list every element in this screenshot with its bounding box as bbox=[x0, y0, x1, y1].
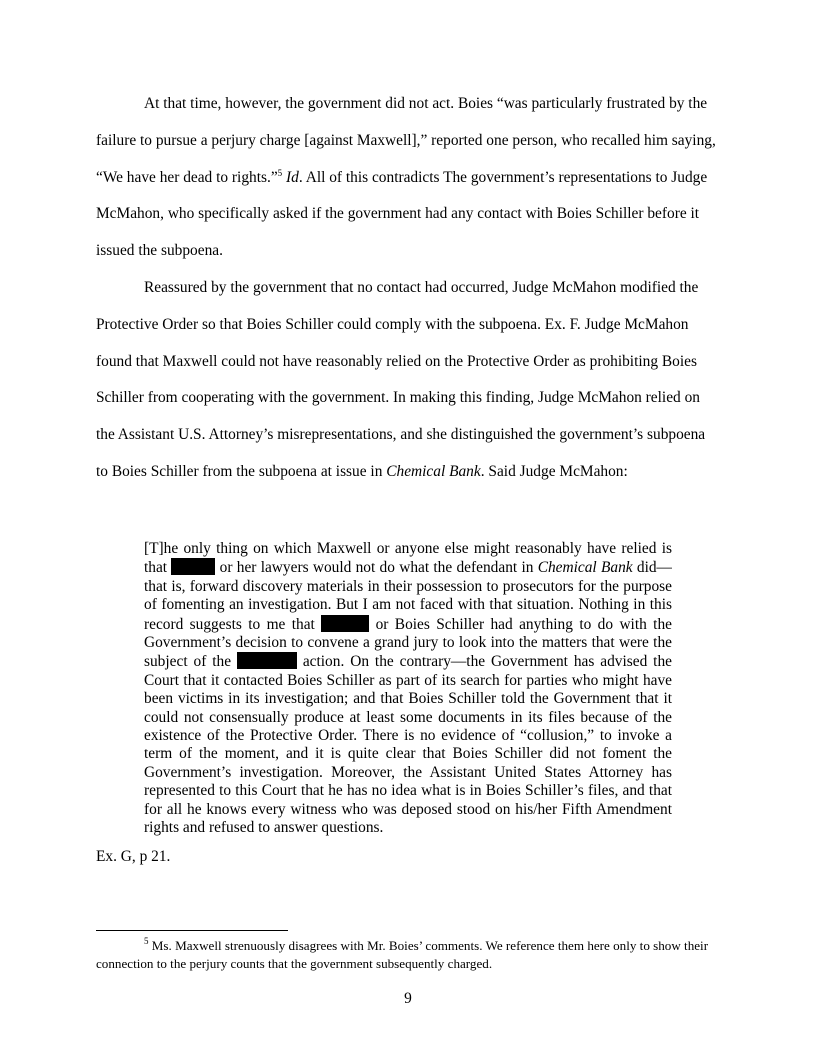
page-number: 9 bbox=[404, 990, 412, 1007]
paragraph-text: Reassured by the government that no contact had occurred, Judge McMahon modified the Protective Order so that Boies Schiller could comply with the subpoena. Ex. F. Judge McMahon found that Maxwell could not have reasonably relied on the Protective Order as prohibiting Boies Schiller from cooperating with the government. In making this finding, Judge McMahon relied on the Assistant U.S. Attorney’s misrepresentations, and she distinguished the government’s subpoena to Boies Schiller from the subpoena at issue in bbox=[96, 279, 706, 480]
paragraph-text: . Said Judge McMahon: bbox=[480, 462, 628, 480]
footnote-reference: 5 bbox=[277, 167, 283, 178]
footnote-divider bbox=[96, 930, 288, 931]
case-name: Chemical Bank bbox=[537, 559, 633, 577]
case-name: Chemical Bank bbox=[386, 462, 481, 480]
quote-text: did—that is, forward discovery materials in their possession to prosecutors for the purpose of fomenting an investigation. But I am not faced with that situation. Nothing in this record suggests to me that bbox=[144, 559, 672, 633]
footnote-text: Ms. Maxwell strenuously disagrees with Mr. Boies’ comments. We reference them here only to show their connection to the perjury counts that the government subsequently charged. bbox=[96, 938, 709, 972]
paragraph-text: At that time, however, the government did not act. Boies “was particularly frustrated by the failure to pursue a perjury charge [against Maxwell],” reported one person, who recalled him saying, “We have her dead to rights.” bbox=[96, 95, 716, 186]
redaction-box bbox=[237, 652, 297, 669]
paragraph-boies-frustration bbox=[96, 86, 720, 270]
quote-text: or her lawyers would not do what the defendant in bbox=[219, 559, 534, 577]
redaction-box bbox=[171, 558, 215, 575]
paragraph-protective-order bbox=[96, 270, 720, 491]
id-citation: Id bbox=[286, 168, 299, 186]
redaction-box bbox=[321, 615, 369, 632]
paragraph-text: . All of this contradicts The government’s representations to Judge McMahon, who specifically asked if the government had any contact with Boies Schiller before it issued the subpoena. bbox=[96, 168, 708, 260]
quote-text: action. On the contrary—the Government has advised the Court that it contacted Boies Schiller as part of its search for parties who might have been victims in its investigation; and that Boies Schiller told the Government that it could not consensually produce at least some documents in its files because of the existence of the Protective Order. There is no evidence of “collusion,” to invoke a term of the moment, and it is quite clear that Boies Schiller did not foment the Government’s investigation. Moreover, the Assistant United States Attorney has represented to this Court that he has no idea what is in Boies Schiller’s files, and that for all he knows every witness who was deposed stood on his/her Fifth Amendment rights and refused to answer questions. bbox=[144, 653, 672, 837]
exhibit-citation: Ex. G, p 21. bbox=[96, 848, 171, 865]
footnote-number: 5 bbox=[144, 936, 149, 946]
quote-text: [T]he only thing on which Maxwell or anyone else might reasonably have relied is that bbox=[144, 540, 672, 577]
footnote bbox=[96, 937, 720, 974]
quote-text: or Boies Schiller had anything to do with the Government’s decision to convene a grand jury to look into the matters that were the subject of the bbox=[144, 615, 672, 671]
block-quote bbox=[144, 540, 672, 838]
